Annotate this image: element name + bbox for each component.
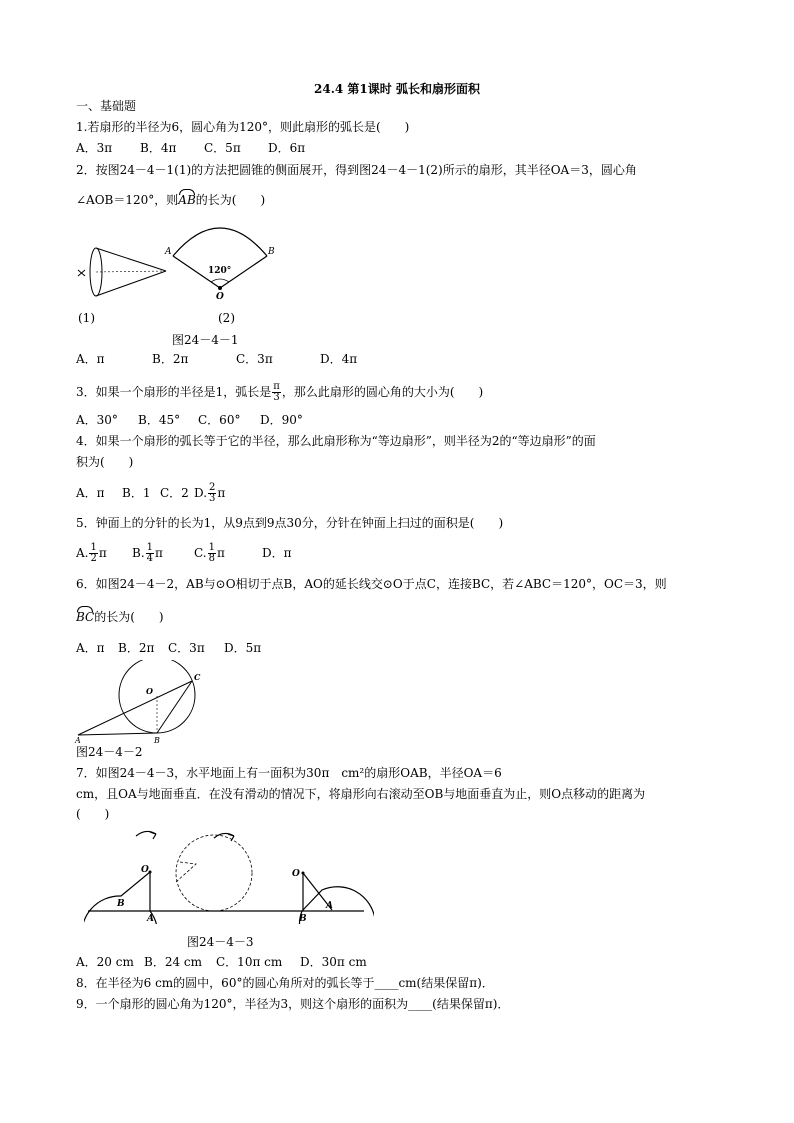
q6-line2 bbox=[76, 609, 164, 625]
page-title: 24.4 第1课时 弧长和扇形面积 bbox=[314, 82, 480, 96]
q7-option-d: D．30π cm bbox=[300, 955, 367, 969]
q3-stem bbox=[76, 378, 483, 406]
figure-caption-24-4-1: 图24－4－1 bbox=[172, 333, 239, 347]
q4-option-d-tail: π bbox=[217, 486, 226, 500]
q5-a-tail: π bbox=[98, 546, 107, 560]
q1-option-c: C．5π bbox=[204, 141, 241, 155]
angle-120-label: 120° bbox=[208, 266, 232, 276]
q5-option-a bbox=[76, 539, 132, 567]
point-b-label: B bbox=[154, 736, 160, 744]
sector-figure bbox=[164, 228, 275, 302]
q5-option-b bbox=[132, 539, 194, 567]
q5-b-num: 1 bbox=[146, 542, 154, 553]
q6-line1: 6．如图24－4－2，AB与⊙O相切于点B，AO的延长线交⊙O于点C，连接BC，若∠ABC＝120°，OC＝3，则 bbox=[76, 577, 667, 591]
q5-a-label: A. bbox=[76, 546, 89, 560]
q7-option-b: B．24 cm bbox=[144, 955, 203, 969]
q5-c-fraction bbox=[208, 543, 216, 564]
figure-24-4-3 bbox=[84, 824, 374, 924]
q5-option-c bbox=[194, 539, 262, 567]
q5-c-label: C. bbox=[194, 546, 207, 560]
q5-a-den: 2 bbox=[90, 553, 97, 564]
q6-line2-tail: 的长为( ) bbox=[94, 610, 164, 624]
q3-fraction bbox=[272, 382, 281, 403]
q3-option-d: D．90° bbox=[260, 413, 303, 427]
q7-option-a: A．20 cm bbox=[76, 955, 134, 969]
q3-option-b: B．45° bbox=[138, 413, 181, 427]
point-o-label: O bbox=[216, 292, 224, 302]
point-a2-label: A bbox=[326, 901, 333, 911]
q4-line1: 4．如果一个扇形的弧长等于它的半径，那么此扇形称为“等边扇形”，则半径为2的“等边扇形”的面 bbox=[76, 434, 596, 448]
q6-option-c: C．3π bbox=[168, 641, 205, 655]
q4-options bbox=[76, 479, 225, 507]
figure-caption-24-4-3: 图24－4－3 bbox=[187, 935, 254, 949]
q1-options bbox=[76, 140, 305, 156]
point-a-label: A bbox=[165, 247, 172, 257]
q8-stem: 8．在半径为6 cm的圆中，60°的圆心角所对的弧长等于____cm(结果保留π)． bbox=[76, 976, 494, 990]
section-heading: 一、基础题 bbox=[76, 99, 137, 113]
q4-line2: 积为( ) bbox=[76, 455, 134, 469]
q9-stem: 9．一个扇形的圆心角为120°，半径为3，则这个扇形的面积为____(结果保留π)． bbox=[76, 997, 510, 1011]
q5-a-fraction bbox=[89, 543, 97, 564]
q3-frac-den: 3 bbox=[273, 392, 280, 403]
figure-caption-24-4-2: 图24－4－2 bbox=[76, 745, 143, 759]
q5-stem: 5．钟面上的分针的长为1，从9点到9点30分，分针在钟面上扫过的面积是( ) bbox=[76, 516, 504, 530]
q2-line2-text: ∠AOB＝120°，则 bbox=[76, 193, 179, 207]
q2-line2-tail: 的长为( ) bbox=[195, 193, 266, 207]
q3-option-a: A．30° bbox=[76, 413, 118, 427]
q4-option-a: A．π bbox=[76, 486, 105, 500]
q4-option-b: B．1 bbox=[122, 486, 151, 500]
point-b2-label: B bbox=[299, 914, 307, 924]
figure-label-2: (2) bbox=[218, 311, 235, 325]
q3-stem-tail: ，那么此扇形的圆心角的大小为( ) bbox=[281, 385, 484, 399]
point-o2-label: O bbox=[292, 869, 300, 879]
point-b-label: B bbox=[268, 247, 275, 257]
q4-option-d bbox=[194, 479, 225, 507]
q1-option-b: B．4π bbox=[140, 141, 177, 155]
q7-line2: cm，且OA与地面垂直．在没有滑动的情况下，将扇形向右滚动至OB与地面垂直为止，则O点移动的距离为 bbox=[76, 787, 646, 801]
q6-option-b: B．2π bbox=[118, 641, 155, 655]
q2-option-c: C．3π bbox=[236, 352, 273, 366]
point-o-label: O bbox=[146, 686, 153, 696]
q3-option-c: C．60° bbox=[198, 413, 241, 427]
q3-stem-text: 3．如果一个扇形的半径是1，弧长是 bbox=[76, 385, 272, 399]
point-a-label: A bbox=[75, 736, 81, 744]
q2-line2 bbox=[76, 192, 265, 208]
q2-option-b: B．2π bbox=[152, 352, 189, 366]
q4-frac-den: 3 bbox=[209, 493, 216, 504]
q5-b-den: 4 bbox=[146, 553, 154, 564]
q1-stem: 1.若扇形的半径为6，圆心角为120°，则此扇形的弧长是( ) bbox=[76, 120, 410, 134]
q7-line1: 7．如图24－4－3，水平地面上有一面积为30π cm²的扇形OAB，半径OA＝6 bbox=[76, 766, 502, 780]
q5-options bbox=[76, 539, 292, 567]
q6-option-d: D．5π bbox=[224, 641, 262, 655]
arc-ab-symbol: AB bbox=[178, 193, 196, 207]
q3-frac-num: π bbox=[273, 381, 280, 392]
q7-line3: ( ) bbox=[76, 807, 110, 821]
cone-figure bbox=[78, 248, 166, 296]
q2-option-a: A．π bbox=[76, 352, 105, 366]
q5-c-tail: π bbox=[216, 546, 225, 560]
figure-label-1: (1) bbox=[78, 311, 95, 325]
q7-options bbox=[76, 954, 367, 970]
figure-24-4-2 bbox=[74, 660, 214, 744]
q5-b-label: B. bbox=[132, 546, 145, 560]
q5-option-d: D．π bbox=[262, 546, 292, 560]
q5-a-num: 1 bbox=[90, 542, 97, 553]
q7-option-c: C．10π cm bbox=[216, 955, 283, 969]
figure-24-4-1 bbox=[70, 218, 310, 310]
arc-bc-symbol: BC bbox=[76, 610, 95, 624]
q2-option-d: D．4π bbox=[320, 352, 358, 366]
q4-frac-num: 2 bbox=[209, 482, 216, 493]
point-o-label: O bbox=[141, 865, 149, 875]
q2-options bbox=[76, 351, 357, 367]
q2-line1: 2．按图24－4－1(1)的方法把圆锥的侧面展开，得到图24－4－1(2)所示的扇形，其半径OA＝3，圆心角 bbox=[76, 163, 637, 177]
q3-options bbox=[76, 412, 303, 428]
q4-fraction bbox=[208, 483, 216, 504]
q4-option-c: C．2 bbox=[160, 486, 189, 500]
q6-options bbox=[76, 640, 261, 656]
q4-option-d-label: D. bbox=[194, 486, 208, 500]
point-c-label: C bbox=[194, 672, 201, 682]
q1-option-a: A．3π bbox=[76, 141, 113, 155]
q5-b-fraction bbox=[146, 543, 154, 564]
q5-b-tail: π bbox=[155, 546, 163, 560]
q6-option-a: A．π bbox=[76, 641, 105, 655]
q5-c-den: 8 bbox=[208, 553, 215, 564]
point-a-label: A bbox=[147, 914, 154, 924]
point-b-label: B bbox=[117, 899, 125, 909]
q5-c-num: 1 bbox=[208, 542, 215, 553]
q1-option-d: D．6π bbox=[268, 141, 306, 155]
